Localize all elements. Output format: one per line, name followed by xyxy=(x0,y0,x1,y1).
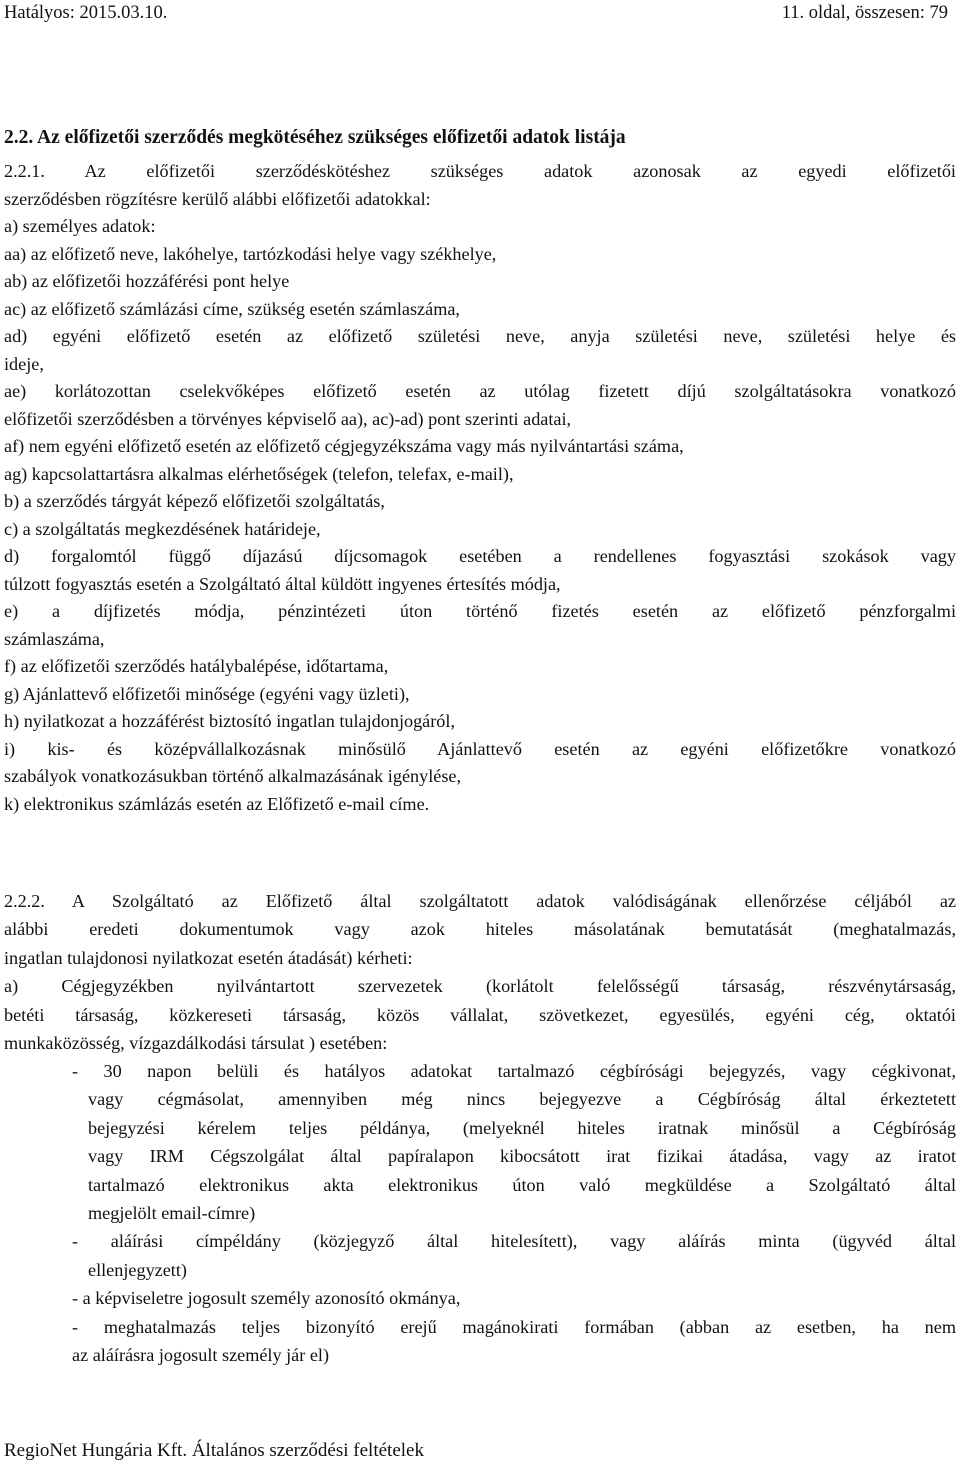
text-line: aa) az előfizető neve, lakóhelye, tartózkodási helye vagy székhelye, xyxy=(4,243,497,264)
text-line: ad) egyéni előfizető esetén az előfizető születési neve, anyja születési neve, születési helye és xyxy=(4,326,956,346)
list-item-continuation: megjelölt email-címre) xyxy=(88,1202,256,1223)
list-item-continuation: vagy IRM Cégszolgálat által papíralapon kibocsátott irat fizikai átadása, vagy az iratot xyxy=(88,1146,956,1167)
text-line: f) az előfizetői szerződés hatálybalépése, időtartama, xyxy=(4,656,389,676)
section-title: 2.2. Az előfizetői szerződés megkötéséhez szükséges előfizetői adatok listája xyxy=(4,127,626,148)
text-line: ab) az előfizetői hozzáférési pont helye xyxy=(4,271,290,291)
text-line: 2.2.1. Az előfizetői szerződéskötéshez szükséges adatok azonosak az egyedi előfizetői xyxy=(4,161,956,181)
text-line: 2.2.2. A Szolgáltató az Előfizető által szolgáltatott adatok valódiságának ellenőrzése céljából az xyxy=(4,891,956,911)
text-line: a) személyes adatok: xyxy=(4,216,156,236)
page-footer: RegioNet Hungária Kft. Általános szerződési feltételek xyxy=(4,1440,424,1461)
text-line: ac) az előfizető számlázási címe, szükség esetén számlaszáma, xyxy=(4,298,460,319)
text-line: g) Ajánlattevő előfizetői minősége (egyéni vagy üzleti), xyxy=(4,683,410,704)
text-line: ag) kapcsolattartásra alkalmas elérhetőségek (telefon, telefax, e-mail), xyxy=(4,463,514,484)
list-item-continuation: az aláírásra jogosult személy jár el) xyxy=(72,1344,330,1365)
text-line: szabályok vonatkozásukban történő alkalmazásának igénylése, xyxy=(4,766,462,786)
text-line: alábbi eredeti dokumentumok vagy azok hiteles másolatának bemutatását (meghatalmazás, xyxy=(4,919,956,940)
text-line: ideje, xyxy=(4,353,44,374)
text-line: túlzott fogyasztás esetén a Szolgáltató által küldött ingyenes értesítés módja, xyxy=(4,573,561,594)
paragraph-2-2-1 xyxy=(4,158,956,818)
effective-date: Hatályos: 2015.03.10. xyxy=(4,3,168,23)
list-item-continuation: vagy cégmásolat, amennyiben még nincs bejegyezve a Cégbíróság által érkeztetett xyxy=(88,1089,956,1110)
text-line: ingatlan tulajdonosi nyilatkozat esetén átadását) kérheti: xyxy=(4,947,413,968)
text-line: előfizetői szerződésben a törvényes képviselő aa), ac)-ad) pont szerinti adatai, xyxy=(4,408,572,429)
text-line: szerződésben rögzítésre kerülő alábbi előfizetői adatokkal: xyxy=(4,188,431,209)
text-line: c) a szolgáltatás megkezdésének határideje, xyxy=(4,518,321,539)
list-item-continuation: tartalmazó elektronikus akta elektronikus úton való megküldése a Szolgáltató által xyxy=(88,1174,956,1195)
page-header xyxy=(4,3,948,27)
text-line: h) nyilatkozat a hozzáférést biztosító ingatlan tulajdonjogáról, xyxy=(4,711,456,731)
paragraph-2-2-2 xyxy=(4,887,956,1057)
text-line: betéti társaság, közkereseti társaság, közös vállalat, szövetkezet, egyesülés, egyéni cég, oktatói xyxy=(4,1004,956,1025)
text-line: számlaszáma, xyxy=(4,628,105,649)
document-list xyxy=(72,1057,956,1369)
text-line: i) kis- és középvállalkozásnak minősülő Ajánlattevő esetén az egyéni előfizetőkre vonatkozó xyxy=(4,738,956,759)
text-line: munkaközösség, vízgazdálkodási társulat ) esetében: xyxy=(4,1032,388,1053)
list-item: - a képviseletre jogosult személy azonosító okmánya, xyxy=(72,1288,461,1309)
text-line: e) a díjfizetés módja, pénzintézeti úton történő fizetés esetén az előfizető pénzforgalmi xyxy=(4,601,956,621)
list-item: - meghatalmazás teljes bizonyító erejű magánokirati formában (abban az esetben, ha nem xyxy=(72,1316,956,1337)
list-item-continuation: bejegyzési kérelem teljes példánya, (melyeknél hiteles iratnak minősül a Cégbíróság xyxy=(88,1117,956,1138)
text-line: ae) korlátozottan cselekvőképes előfizető esetén az utólag fizetett díjú szolgáltatásokra vonatkozó xyxy=(4,381,956,401)
text-line: k) elektronikus számlázás esetén az Előfizető e-mail címe. xyxy=(4,793,430,814)
page-counter: 11. oldal, összesen: 79 xyxy=(781,3,948,23)
text-line: d) forgalomtól függő díjazású díjcsomagok esetében a rendellenes fogyasztási szokások vagy xyxy=(4,546,956,566)
list-item-continuation: ellenjegyzett) xyxy=(88,1259,187,1280)
text-line: a) Cégjegyzékben nyilvántartott szervezetek (korlátolt felelősségű társaság, részvénytársaság, xyxy=(4,976,956,997)
text-line: b) a szerződés tárgyát képező előfizetői szolgáltatás, xyxy=(4,491,385,511)
list-item: - 30 napon belüli és hatályos adatokat tartalmazó cégbírósági bejegyzés, vagy cégkivonat, xyxy=(72,1061,956,1081)
text-line: af) nem egyéni előfizető esetén az előfizető cégjegyzékszáma vagy más nyilvántartási száma, xyxy=(4,436,684,456)
list-item: - aláírási címpéldány (közjegyző által hitelesített), vagy aláírás minta (ügyvéd által xyxy=(72,1231,956,1252)
